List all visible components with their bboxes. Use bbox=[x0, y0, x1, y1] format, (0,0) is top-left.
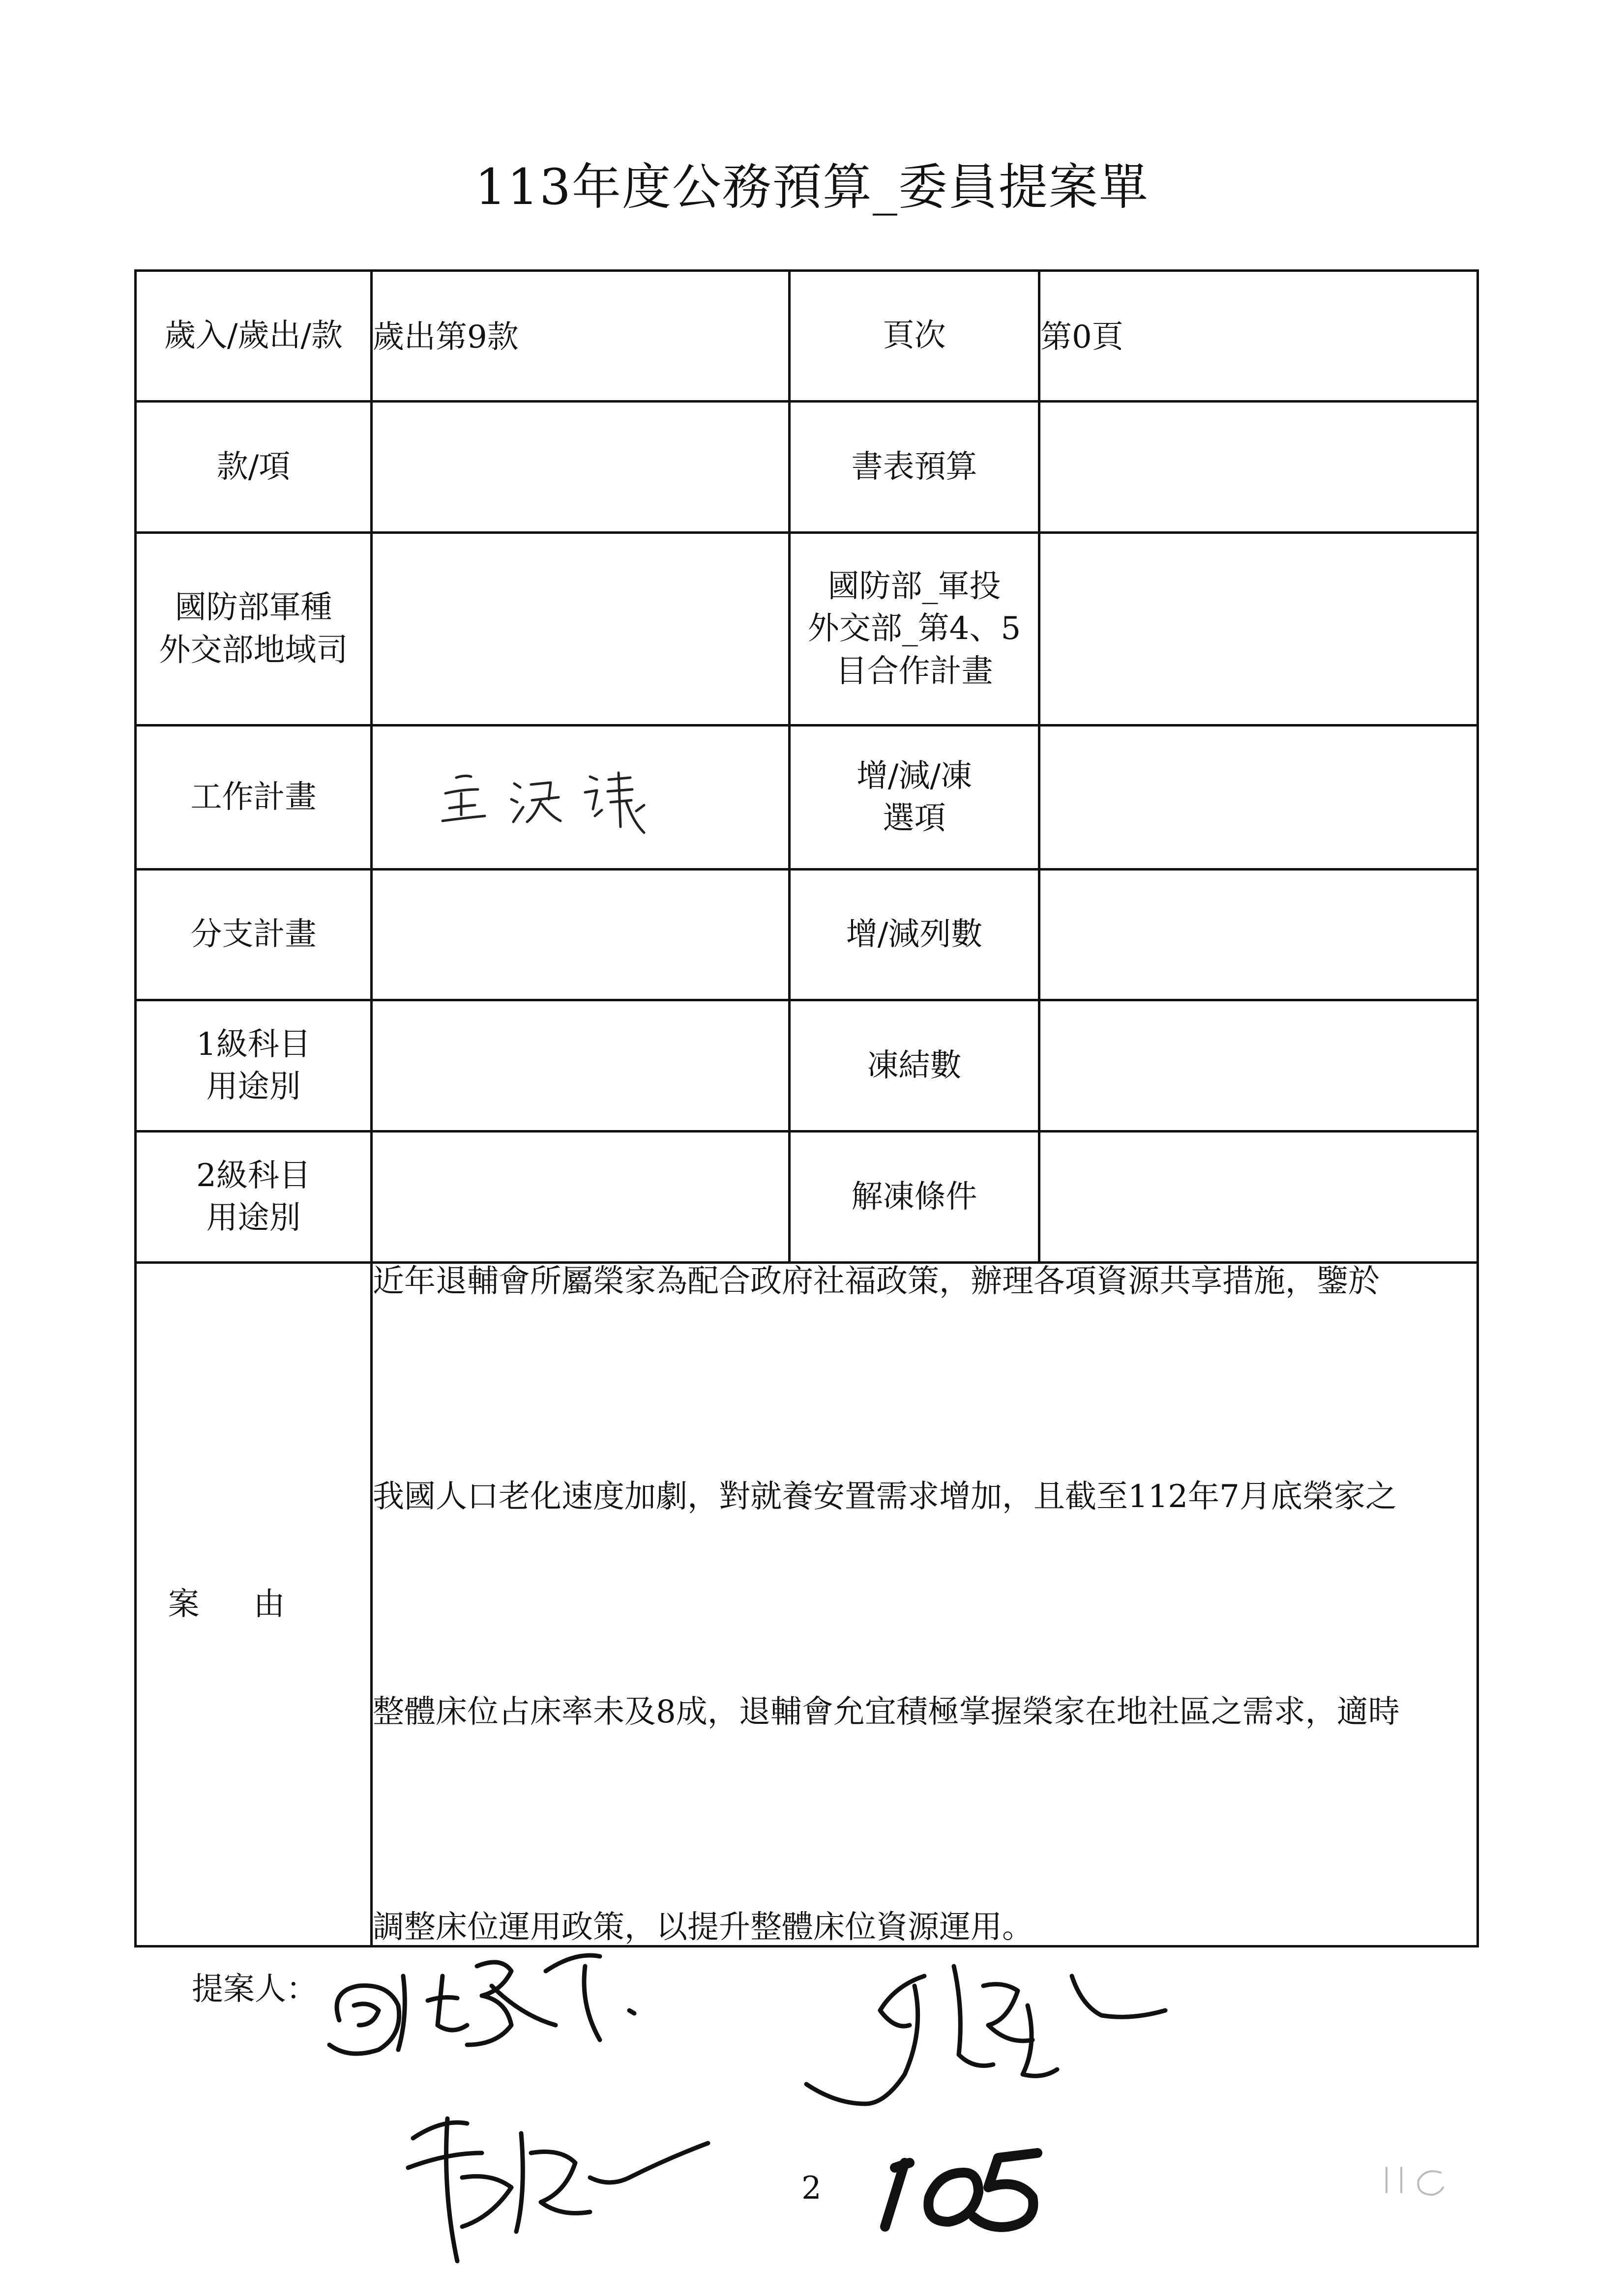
field-label-item: 款/項 bbox=[136, 402, 372, 533]
field-value-unfreeze-condition bbox=[1039, 1132, 1478, 1263]
field-label-line: 1級科目 bbox=[196, 1026, 311, 1063]
form-row bbox=[136, 271, 1478, 402]
reason-line: 我國人口老化速度加劇，對就養安置需求增加，且截至112年7月底榮家之 bbox=[373, 1479, 1397, 1515]
form-row bbox=[136, 402, 1478, 533]
document-title: 113年度公務預算_委員提案單 bbox=[475, 158, 1149, 216]
field-label-unfreeze-condition: 解凍條件 bbox=[790, 1132, 1039, 1263]
field-value-reason bbox=[372, 1263, 1478, 1947]
page-number: 2 bbox=[801, 2170, 822, 2207]
field-value-branch-plan bbox=[372, 870, 790, 1000]
field-label-increase-decrease-option bbox=[790, 726, 1039, 870]
reason-line: 調整床位運用政策，以提升整體床位資源運用。 bbox=[373, 1909, 1033, 1946]
field-label-work-plan: 工作計畫 bbox=[136, 726, 372, 870]
corner-mark bbox=[1377, 2153, 1455, 2202]
signature-3 bbox=[408, 2119, 708, 2261]
signature-2 bbox=[806, 1966, 1165, 2104]
field-label-line: 外交部_第4、5 bbox=[807, 610, 1021, 647]
field-label-reason: 案由 bbox=[136, 1263, 372, 1947]
form-row bbox=[136, 1000, 1478, 1132]
form-row-reason bbox=[136, 1263, 1478, 1947]
field-label-line: 增/減/凍 bbox=[856, 757, 973, 794]
signature-1 bbox=[329, 1955, 634, 2054]
field-label-branch-plan: 分支計畫 bbox=[136, 870, 372, 1000]
field-value-page: 第0頁 bbox=[1039, 271, 1478, 402]
field-label-line: 用途別 bbox=[206, 1200, 301, 1236]
form-row bbox=[136, 533, 1478, 726]
field-value-unit bbox=[372, 533, 790, 726]
field-label-budget-document: 書表預算 bbox=[790, 402, 1039, 533]
field-value-work-plan bbox=[372, 726, 790, 870]
field-label-frozen-amount: 凍結數 bbox=[790, 1000, 1039, 1132]
handwritten-main-resolution bbox=[373, 753, 678, 842]
field-value-budget-document bbox=[1039, 402, 1478, 533]
field-value-item bbox=[372, 402, 790, 533]
field-label-level1-subject bbox=[136, 1000, 372, 1132]
field-label-increase-decrease-amount: 增/減列數 bbox=[790, 870, 1039, 1000]
field-label-line: 2級科目 bbox=[196, 1157, 311, 1194]
field-label-program bbox=[790, 533, 1039, 726]
field-label-line: 目合作計畫 bbox=[835, 653, 993, 690]
field-label-account-type: 歲入/歲出/款 bbox=[136, 271, 372, 402]
form-row bbox=[136, 1132, 1478, 1263]
form-row bbox=[136, 870, 1478, 1000]
field-value-level2-subject bbox=[372, 1132, 790, 1263]
handwritten-number bbox=[875, 2138, 1062, 2237]
field-label-page: 頁次 bbox=[790, 271, 1039, 402]
proposer-label: 提案人： bbox=[192, 1971, 318, 2007]
field-label-line: 國防部軍種 bbox=[175, 589, 332, 626]
field-value-increase-decrease-option bbox=[1039, 726, 1478, 870]
proposal-form-table bbox=[134, 269, 1479, 1947]
field-value-level1-subject bbox=[372, 1000, 790, 1132]
field-label-line: 選項 bbox=[883, 800, 946, 837]
proposer-signatures bbox=[315, 1947, 1298, 2291]
field-label-unit bbox=[136, 533, 372, 726]
field-value-program bbox=[1039, 533, 1478, 726]
reason-line: 整體床位占床率未及8成，退輔會允宜積極掌握榮家在地社區之需求，適時 bbox=[373, 1694, 1400, 1730]
field-label-line: 用途別 bbox=[206, 1069, 301, 1105]
field-value-frozen-amount bbox=[1039, 1000, 1478, 1132]
field-label-line: 外交部地域司 bbox=[159, 632, 348, 668]
field-value-account-type: 歲出第9款 bbox=[372, 271, 790, 402]
form-row bbox=[136, 726, 1478, 870]
reason-line: 近年退輔會所屬榮家為配合政府社福政策，辦理各項資源共享措施，鑒於 bbox=[373, 1263, 1380, 1300]
field-label-line: 國防部_軍投 bbox=[827, 568, 1001, 605]
field-value-increase-decrease-amount bbox=[1039, 870, 1478, 1000]
field-label-level2-subject bbox=[136, 1132, 372, 1263]
